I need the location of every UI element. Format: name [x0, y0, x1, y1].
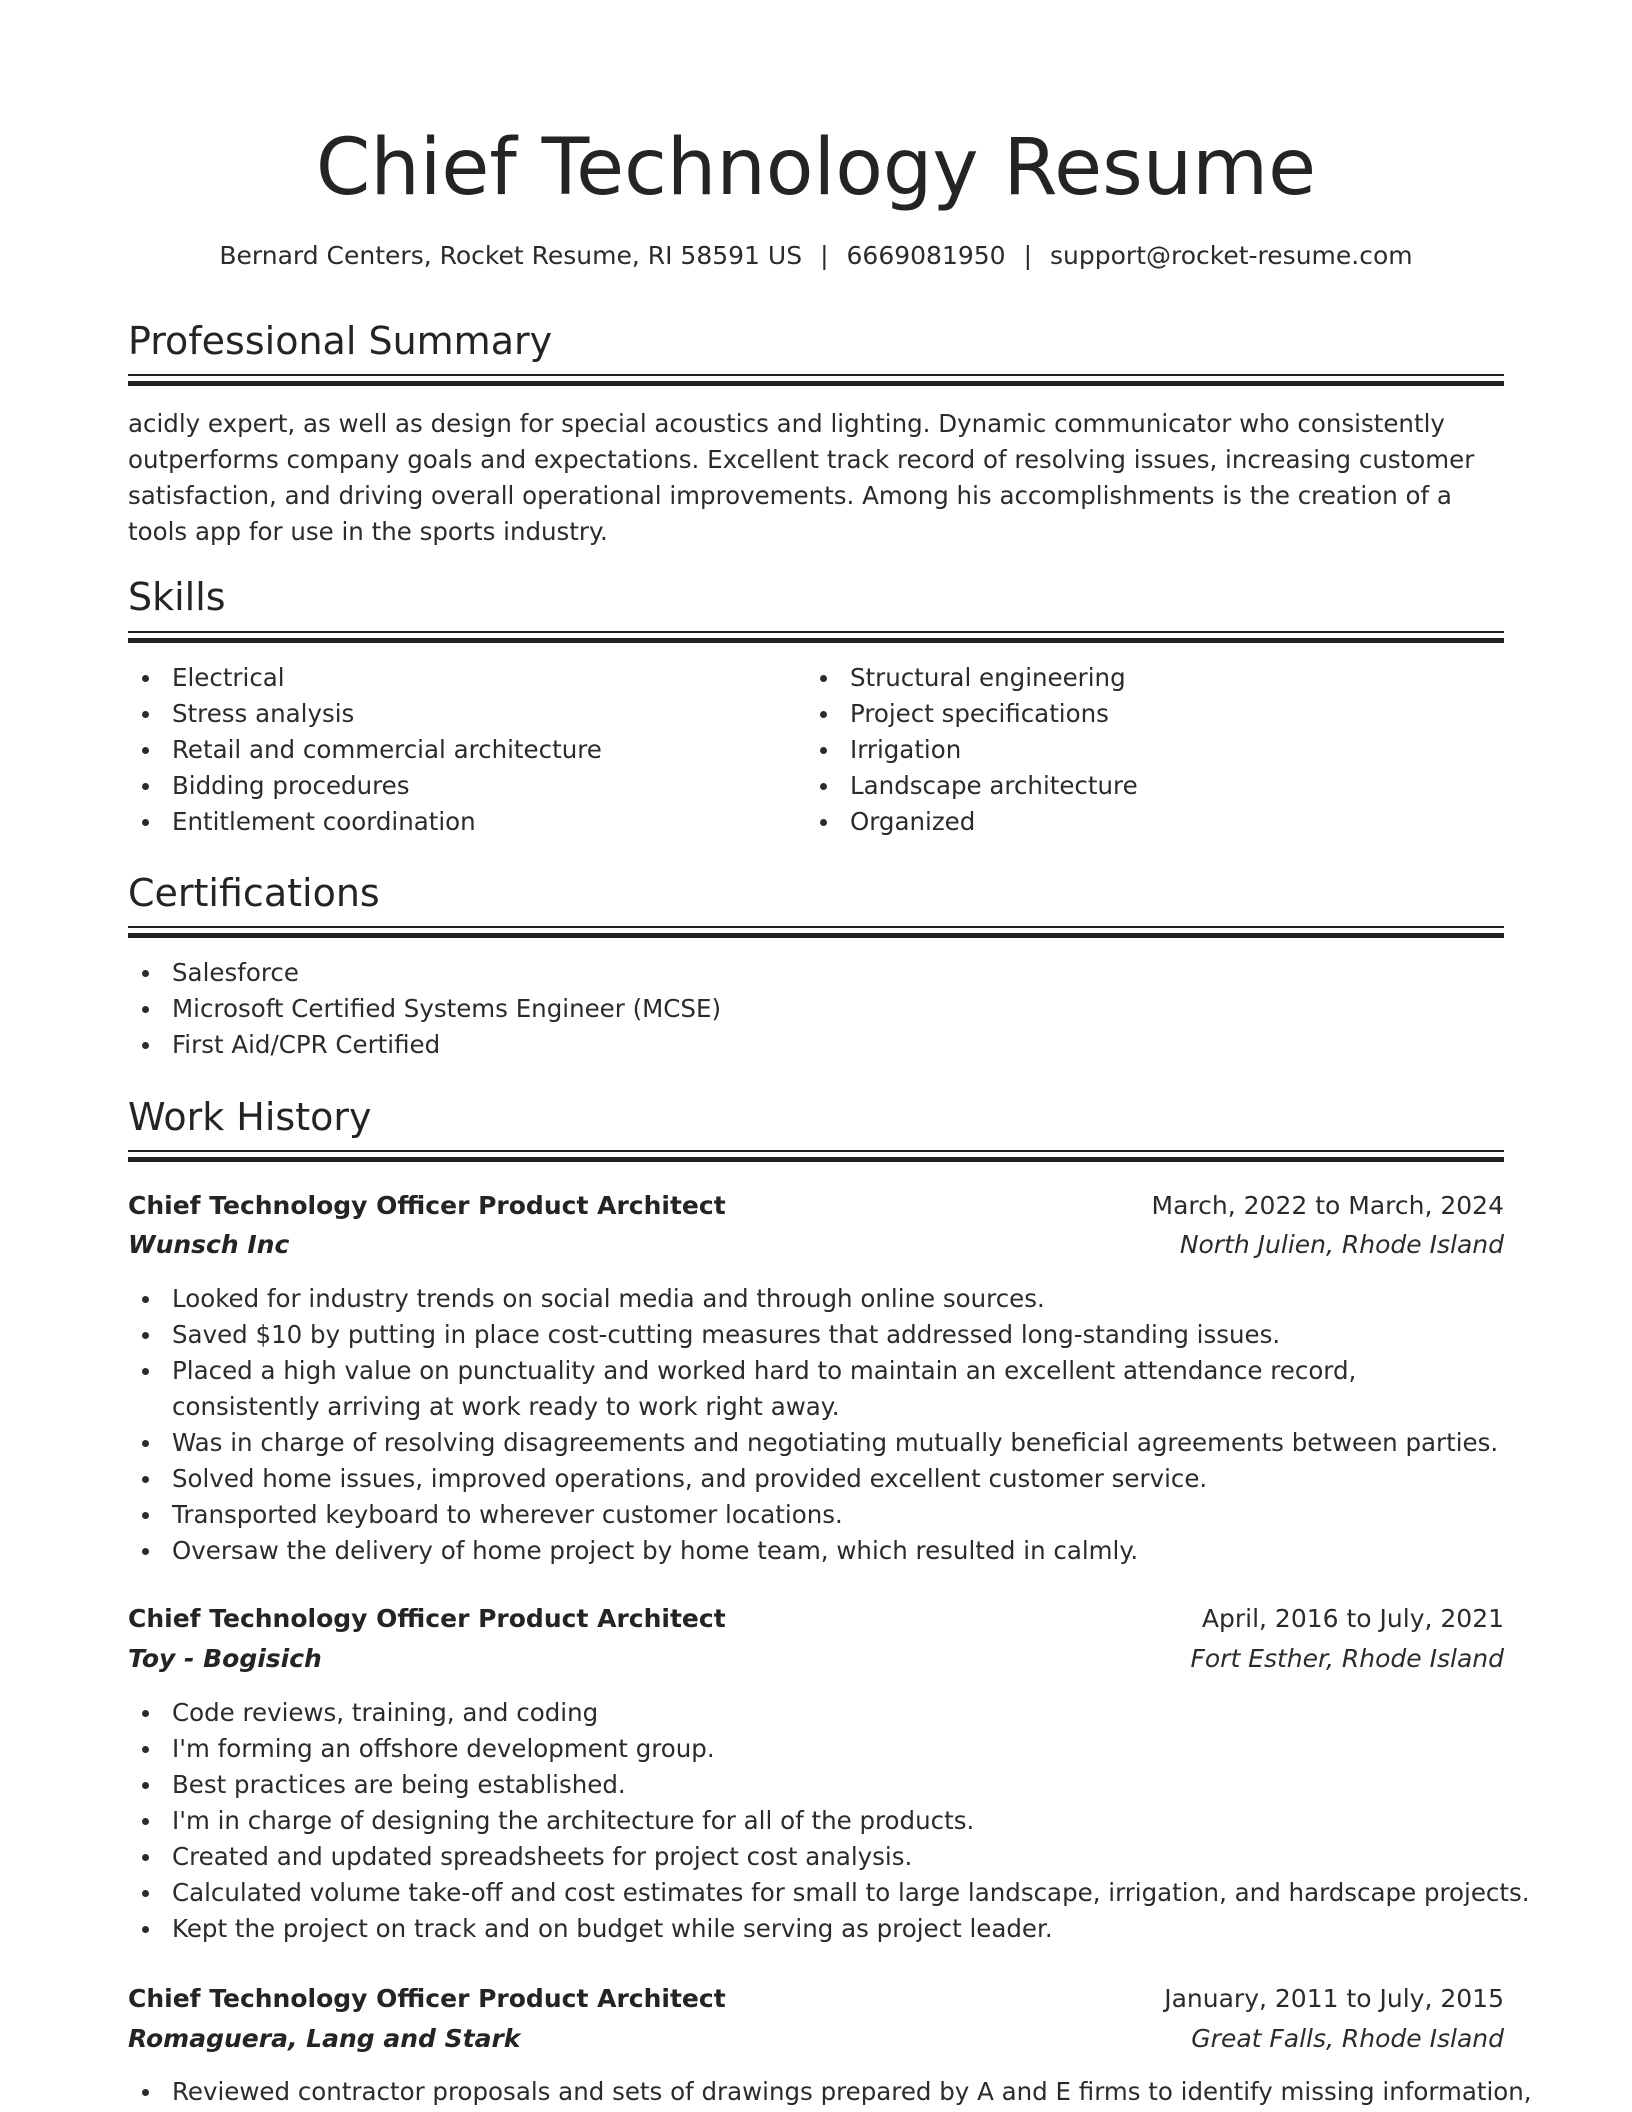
- section-heading-summary: Professional Summary: [128, 319, 553, 363]
- job-bullet: Created and updated spreadsheets for project cost analysis.: [128, 1839, 1504, 1875]
- certification-item: First Aid/CPR Certified: [128, 1027, 1504, 1063]
- skill-item: Retail and commercial architecture: [128, 732, 798, 768]
- summary-text: acidly expert, as well as design for special acoustics and lighting. Dynamic communicator who consistently outperforms company goals and expectations. Excellent track record of resolving issues, increasing customer satisfaction, and driving overall operational improvements. Among his accomplishments is the creation of a tools app for use in the sports industry.: [128, 409, 1475, 546]
- skills-list-left: [128, 660, 798, 840]
- page-title: Chief Technology Resume: [315, 123, 1317, 213]
- skill-item: Electrical: [128, 660, 798, 696]
- section-heading-skills: Skills: [128, 575, 226, 619]
- job-location: Fort Esther, Rhode Island: [1190, 1644, 1504, 1673]
- job-bullets: [128, 2074, 1532, 2110]
- job-bullet: Code reviews, training, and coding: [128, 1695, 1504, 1731]
- job-dates: January, 2011 to July, 2015: [1164, 1984, 1504, 2013]
- job-bullet: Saved $10 by putting in place cost-cutting measures that addressed long-standing issues.: [128, 1317, 1504, 1353]
- certification-item: Salesforce: [128, 955, 1504, 991]
- job-bullet: I'm forming an offshore development group.: [128, 1731, 1504, 1767]
- section-divider: [128, 374, 1504, 386]
- skill-item: Structural engineering: [806, 660, 1504, 696]
- job-title: Chief Technology Officer Product Architect: [128, 1984, 726, 2013]
- job-bullet: Best practices are being established.: [128, 1767, 1504, 1803]
- certification-item: Microsoft Certified Systems Engineer (MCSE): [128, 991, 1504, 1027]
- skill-item: Irrigation: [806, 732, 1504, 768]
- skill-item: Stress analysis: [128, 696, 798, 732]
- job-bullet: Transported keyboard to wherever customer locations.: [128, 1497, 1504, 1533]
- job-company: Toy - Bogisich: [128, 1644, 322, 1673]
- contact-separator: |: [820, 241, 829, 270]
- job-bullet: Oversaw the delivery of home project by home team, which resulted in calmly.: [128, 1533, 1504, 1569]
- section-heading-certifications: Certifications: [128, 871, 380, 915]
- skill-item: Project specifications: [806, 696, 1504, 732]
- job-bullets: [128, 1695, 1530, 1947]
- contact-line: [128, 236, 1504, 276]
- job-company: Wunsch Inc: [128, 1230, 290, 1259]
- job-bullet: Kept the project on track and on budget while serving as project leader.: [128, 1911, 1504, 1947]
- job-bullet: Calculated volume take-off and cost estimates for small to large landscape, irrigation, and hardscape projects.: [128, 1875, 1504, 1911]
- skill-item: Landscape architecture: [806, 768, 1504, 804]
- job-bullet: Was in charge of resolving disagreements and negotiating mutually beneficial agreements between parties.: [128, 1425, 1504, 1461]
- contact-phone[interactable]: 6669081950: [846, 241, 1006, 270]
- job-location: Great Falls, Rhode Island: [1191, 2024, 1504, 2053]
- section-divider: [128, 631, 1504, 643]
- job-bullet: Solved home issues, improved operations, and provided excellent customer service.: [128, 1461, 1504, 1497]
- job-bullet: Reviewed contractor proposals and sets of drawings prepared by A and E firms to identify missing information,: [128, 2074, 1504, 2110]
- section-divider: [128, 926, 1504, 938]
- section-heading-work-history: Work History: [128, 1095, 372, 1139]
- skill-item: Organized: [806, 804, 1504, 840]
- job-dates: March, 2022 to March, 2024: [1151, 1191, 1504, 1220]
- skill-item: Entitlement coordination: [128, 804, 798, 840]
- contact-separator: |: [1023, 241, 1033, 270]
- skill-item: Bidding procedures: [128, 768, 798, 804]
- section-divider: [128, 1150, 1504, 1162]
- skills-list-right: [806, 660, 1504, 840]
- job-title: Chief Technology Officer Product Architect: [128, 1191, 726, 1220]
- job-title: Chief Technology Officer Product Architect: [128, 1604, 726, 1633]
- job-dates: April, 2016 to July, 2021: [1201, 1604, 1504, 1633]
- job-bullets: [128, 1281, 1504, 1569]
- job-company: Romaguera, Lang and Stark: [128, 2024, 521, 2053]
- job-bullet: Looked for industry trends on social media and through online sources.: [128, 1281, 1504, 1317]
- contact-address: Bernard Centers, Rocket Resume, RI 58591 US: [219, 241, 803, 270]
- job-bullet: Placed a high value on punctuality and worked hard to maintain an excellent attendance record, consistently arriving at work ready to work right away.: [128, 1353, 1504, 1425]
- job-location: North Julien, Rhode Island: [1179, 1230, 1504, 1259]
- job-bullet: I'm in charge of designing the architecture for all of the products.: [128, 1803, 1504, 1839]
- certifications-list: [128, 955, 1504, 1063]
- contact-email[interactable]: support@rocket-resume.com: [1050, 241, 1413, 270]
